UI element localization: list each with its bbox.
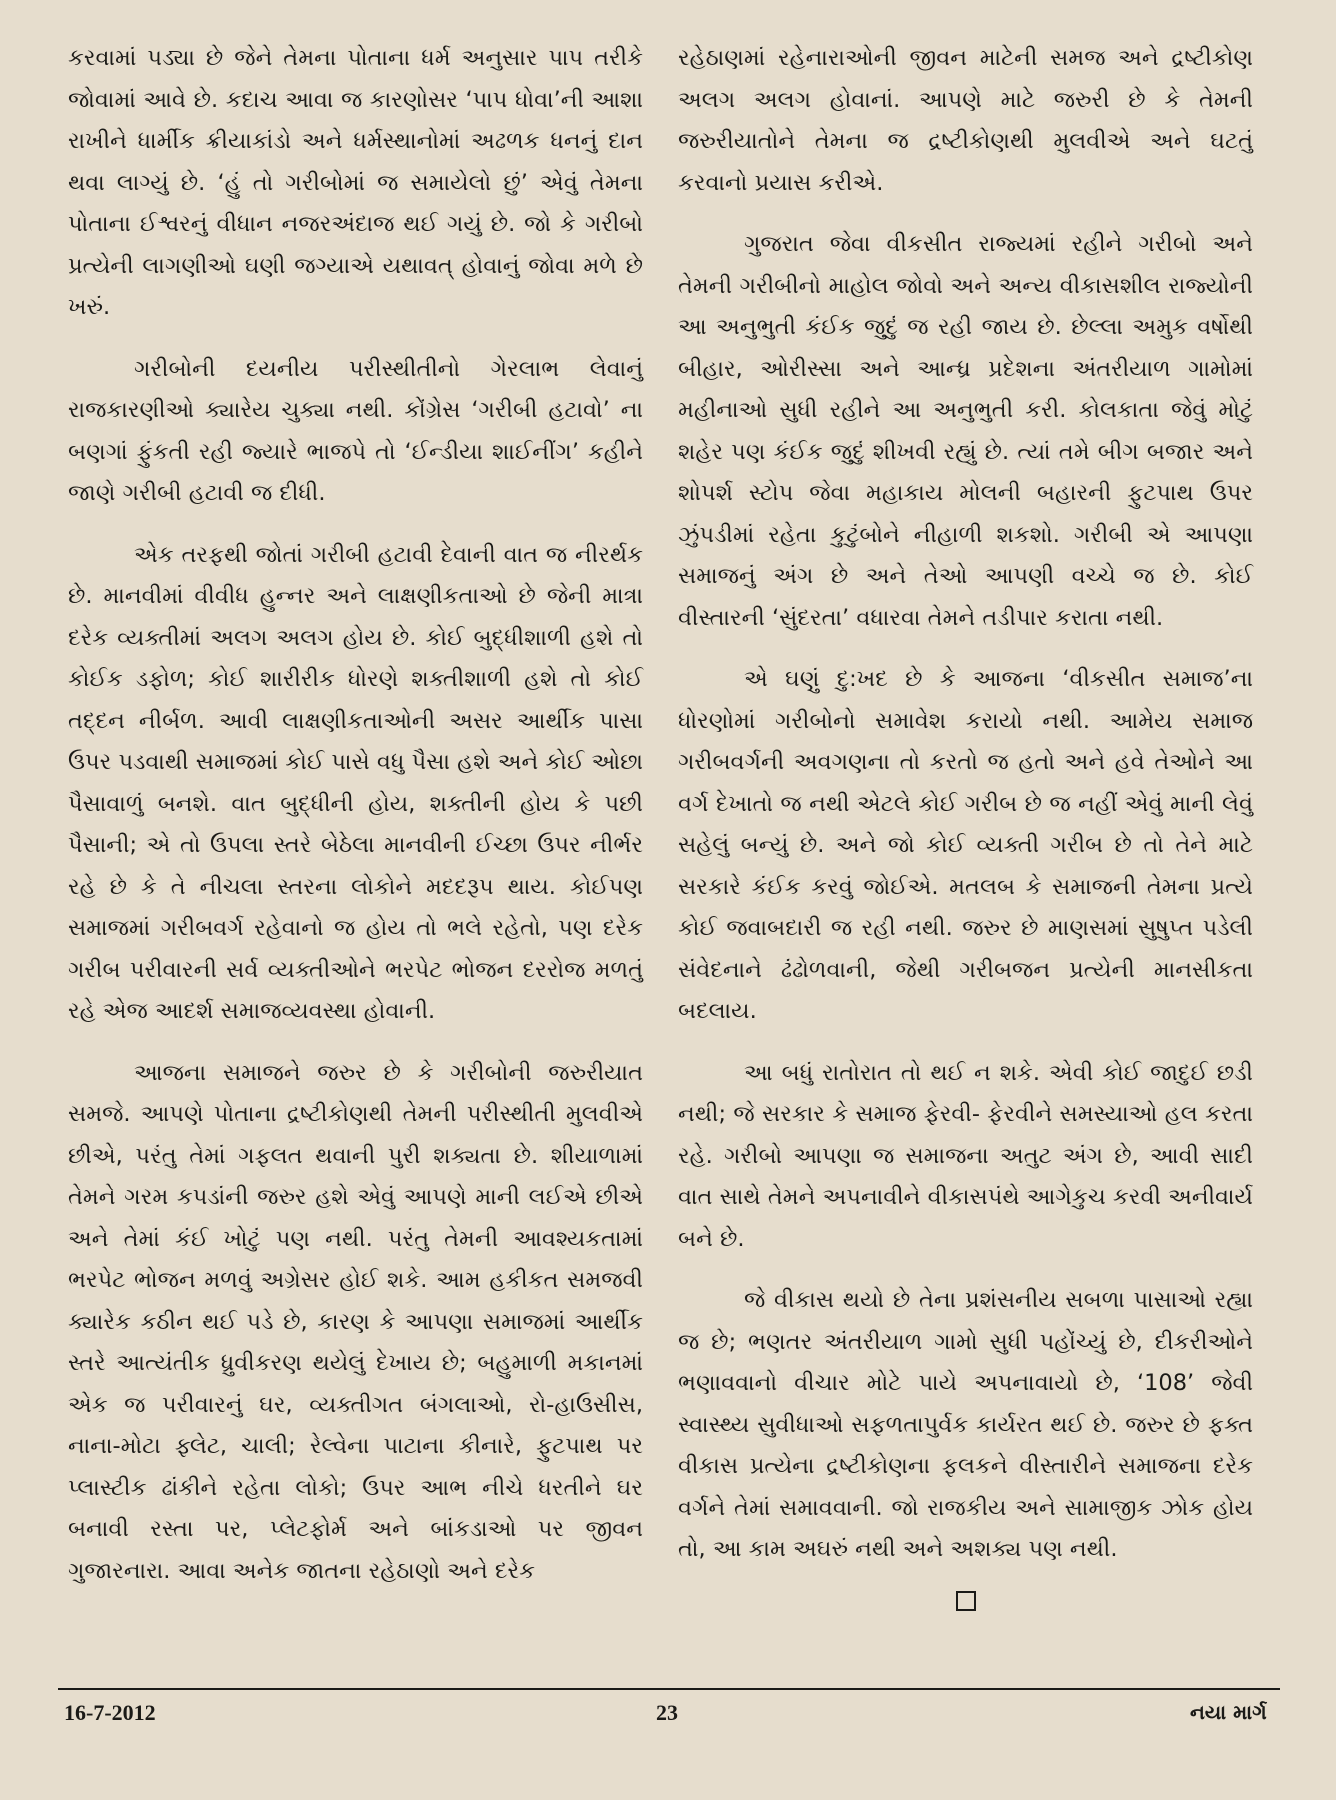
article-paragraph: કરવામાં પડ્યા છે જેને તેમના પોતાના ધર્મ અનુસાર પાપ તરીકે જોવામાં આવે છે. કદાચ આવા જ કારણોસર ‘પાપ ધોવા’ની આશા રાખીને ધાર્મીક ક્રીયાકાંડો અને ધર્મસ્થાનોમાં અઢળક ધનનું દાન થવા લાગ્યું છે. ‘હું તો ગરીબોમાં જ સમાયેલો છું’ એવું તેમના પોતાના ઈશ્વરનું વીધાન નજરઅંદાજ થઈ ગયું છે. જો કે ગરીબો પ્રત્યેની લાગણીઓ ઘણી જગ્યાએ યથાવત્ હોવાનું જોવા મળે છે ખરું. xyxy=(68,45,643,320)
page-number: 23 xyxy=(656,1700,678,1725)
article-paragraph: ગુજરાત જેવા વીકસીત રાજ્યમાં રહીને ગરીબો અને તેમની ગરીબીનો માહોલ જોવો અને અન્ય વીકાસશીલ રાજ્યોની આ અનુભુતી કંઈક જુદું જ રહી જાય છે. છેલ્લા અમુક વર્ષોથી બીહાર, ઓરીસ્સા અને આન્ધ્ર પ્રદેશના અંતરીયાળ ગામોમાં મહીનાઓ સુધી રહીને આ અનુભુતી કરી. કોલકાતા જેવું મોટું શહેર પણ કંઈક જુદું શીખવી રહ્યું છે. ત્યાં તમે બીગ બજાર અને શોપર્શ સ્ટોપ જેવા મહાકાય મોલની બહારની ફુટપાથ ઉપર ઝુંપડીમાં રહેતા કુટુંબોને નીહાળી શકશો. ગરીબી એ આપણા સમાજનું અંગ છે અને તેઓ આપણી વચ્ચે જ છે. કોઈ વીસ્તારની ‘સુંદરતા’ વધારવા તેમને તડીપાર કરાતા નથી. xyxy=(678,231,1253,631)
footer-rule xyxy=(58,1688,1280,1690)
article-paragraph: ગરીબોની દયનીય પરીસ્થીતીનો ગેરલાભ લેવાનું રાજકારણીઓ ક્યારેય ચુક્યા નથી. કોંગ્રેસ ‘ગરીબી હટાવો’ ના બણગાં ફુંકતી રહી જ્યારે ભાજપે તો ‘ઈન્ડીયા શાઈનીંગ’ કહીને જાણે ગરીબી હટાવી જ દીધી. xyxy=(68,355,643,506)
article-paragraph: જે વીકાસ થયો છે તેના પ્રશંસનીય સબળા પાસાઓ રહ્યા જ છે; ભણતર અંતરીયાળ ગામો સુધી પહોંચ્યું છે, દીકરીઓને ભણાવવાનો વીચાર મોટે પાયે અપનાવાયો છે, ‘108’ જેવી સ્વાસ્થ્ય સુવીધાઓ સફળતાપુર્વક કાર્યરત થઈ છે. જરુર છે ફક્ત વીકાસ પ્રત્યેના દ્રષ્ટીકોણના ફલકને વીસ્તારીને સમાજના દરેક વર્ગને તેમાં સમાવવાની. જો રાજકીય અને સામાજીક ઝોક હોય તો, આ કામ અઘરું નથી અને અશક્ય પણ નથી. xyxy=(678,1287,1253,1562)
article-paragraph: એક તરફથી જોતાં ગરીબી હટાવી દેવાની વાત જ નીરર્થક છે. માનવીમાં વીવીધ હુન્નર અને લાક્ષણીકતાઓ છે જેની માત્રા દરેક વ્યક્તીમાં અલગ અલગ હોય છે. કોઈ બુદ્ધીશાળી હશે તો કોઈક ડફોળ; કોઈ શારીરીક ધોરણે શક્તીશાળી હશે તો કોઈ તદ્દન નીર્બળ. આવી લાક્ષણીકતાઓની અસર આર્થીક પાસા ઉપર પડવાથી સમાજમાં કોઈ પાસે વધુ પૈસા હશે અને કોઈ ઓછા પૈસાવાળું બનશે. વાત બુદ્ધીની હોય, શક્તીની હોય કે પછી પૈસાની; એ તો ઉપલા સ્તરે બેઠેલા માનવીની ઈચ્છા ઉપર નીર્ભર રહે છે કે તે નીચલા સ્તરના લોકોને મદદરૂપ થાય. કોઈપણ સમાજમાં ગરીબવર્ગ રહેવાનો જ હોય તો ભલે રહેતો, પણ દરેક ગરીબ પરીવારની સર્વ વ્યક્તીઓને ભરપેટ ભોજન દરરોજ મળતું રહે એજ આદર્શ સમાજવ્યવસ્થા હોવાની. xyxy=(68,541,643,1024)
article-paragraph: રહેઠાણમાં રહેનારાઓની જીવન માટેની સમજ અને દ્રષ્ટીકોણ અલગ અલગ હોવાનાં. આપણે માટે જરુરી છે કે તેમની જરુરીયાતોને તેમના જ દ્રષ્ટીકોણથી મુલવીએ અને ઘટતું કરવાનો પ્રયાસ કરીએ. xyxy=(678,45,1253,196)
footer-date: 16-7-2012 xyxy=(64,1700,156,1725)
magazine-name: નયા માર્ગ xyxy=(1190,1700,1267,1724)
article-paragraph: આજના સમાજને જરુર છે કે ગરીબોની જરુરીયાત સમજે. આપણે પોતાના દ્રષ્ટીકોણથી તેમની પરીસ્થીતી મુલવીએ છીએ, પરંતુ તેમાં ગફલત થવાની પુરી શક્યતા છે. શીયાળામાં તેમને ગરમ કપડાંની જરુર હશે એવું આપણે માની લઈએ છીએ અને તેમાં કંઈ ખોટું પણ નથી. પરંતુ તેમની આવશ્યકતામાં ભરપેટ ભોજન મળવું અગ્રેસર હોઈ શકે. આમ હકીકત સમજવી ક્યારેક કઠીન થઈ પડે છે, કારણ કે આપણા સમાજમાં આર્થીક સ્તરે આત્યંતીક ધ્રુવીકરણ થયેલું દેખાય છે; બહુમાળી મકાનમાં એક જ પરીવારનું ઘર, વ્યક્તીગત બંગલાઓ, રો-હાઉસીસ, નાના-મોટા ફ્લેટ, ચાલી; રેલ્વેના પાટાના કીનારે, ફુટપાથ પર પ્લાસ્ટીક ઢાંકીને રહેતા લોકો; ઉપર આભ નીચે ધરતીને ઘર બનાવી રસ્તા પર, પ્લેટફોર્મ અને બાંકડાઓ પર જીવન ગુજારનારા. આવા અનેક જાતના રહેઠાણો અને દરેક xyxy=(68,1059,643,1584)
article-right-column xyxy=(678,38,1253,1611)
article-paragraph: એ ઘણું દુ:ખદ છે કે આજના ‘વીકસીત સમાજ’ના ધોરણોમાં ગરીબોનો સમાવેશ કરાયો નથી. આમેય સમાજ ગરીબવર્ગની અવગણના તો કરતો જ હતો અને હવે તેઓને આ વર્ગ દેખાતો જ નથી એટલે કોઈ ગરીબ છે જ નહીં એવું માની લેવું સહેલું બન્યું છે. અને જો કોઈ વ્યક્તી ગરીબ છે તો તેને માટે સરકારે કંઈક કરવું જોઈએ. મતલબ કે સમાજની તેમના પ્રત્યે કોઈ જવાબદારી જ રહી નથી. જરુર છે માણસમાં સુષુપ્ત પડેલી સંવેદનાને ઢંઢોળવાની, જેથી ગરીબજન પ્રત્યેની માનસીકતા બદલાય. xyxy=(678,666,1253,1024)
article-paragraph: આ બધું રાતોરાત તો થઈ ન શકે. એવી કોઈ જાદુઈ છડી નથી; જે સરકાર કે સમાજ ફેરવી- ફેરવીને સમસ્યાઓ હલ કરતા રહે. ગરીબો આપણા જ સમાજના અતુટ અંગ છે, આવી સાદી વાત સાથે તેમને અપનાવીને વીકાસપંથે આગેકુચ કરવી અનીવાર્ય બને છે. xyxy=(678,1059,1253,1252)
end-of-article-square-icon xyxy=(956,1591,976,1611)
article-left-column xyxy=(68,38,643,1612)
